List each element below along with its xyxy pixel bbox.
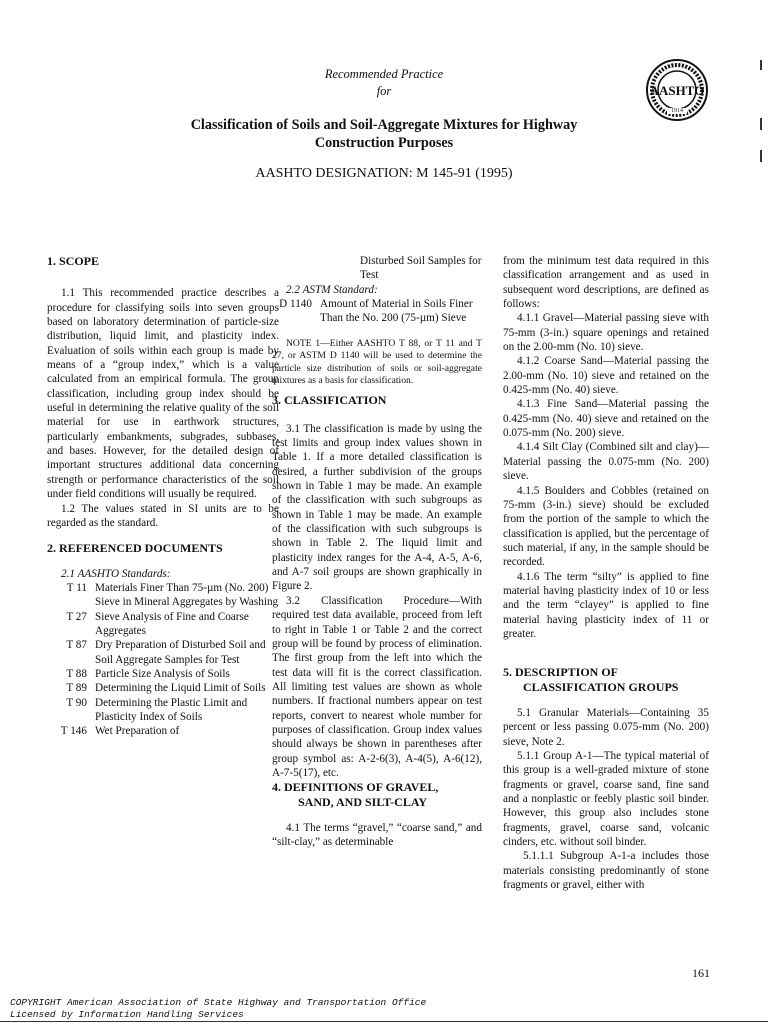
note-1: NOTE 1—Either AASHTO T 88, or T 11 and T 27, or ASTM D 1140 will be used to determine the particle size distribution of soils or soil-aggregate mixtures as a basis for classification.: [272, 337, 482, 386]
aashto-reference-list: [47, 581, 279, 739]
reference-item: [47, 681, 279, 695]
reference-item: [47, 610, 279, 639]
kicker-line-2: for: [376, 84, 392, 98]
reference-title: Determining the Plastic Limit and Plasticity Index of Soils: [95, 696, 248, 723]
reference-title: Materials Finer Than 75-µm (No. 200) Sieve in Mineral Aggregates by Washing: [95, 581, 279, 609]
paragraph-1-1: 1.1 This recommended practice describes a procedure for classifying soils into seven groups based on laboratory determination of particle-size distribution, liquid limit, and plasticity index. Evaluation of soils within each group is made by means of a “group index,” which is a value calculated from an empirical formula. The group classification, including group index should be useful in determining the relative quality of the soil material for use in earthwork structures, particularly embankments, subgrades, subbases, and bases. However, for the detailed design of important structures additional data concerning strength or performance characteristics of the soil under field conditions will usually be required.: [47, 287, 279, 501]
paragraph-5-1-1-1: 5.1.1.1 Subgroup A-1-a includes those materials consisting predominantly of stone fragments or gravel, either with: [503, 850, 709, 892]
reference-code: T 11: [66, 581, 87, 594]
reference-code: T 90: [66, 696, 87, 709]
reference-code: T 88: [66, 667, 87, 680]
paragraph-1-2: 1.2 The values stated in SI units are to be regarded as the standard.: [47, 502, 279, 529]
section-2-heading: 2. REFERENCED DOCUMENTS: [47, 541, 223, 556]
paragraph-4-1-3: 4.1.3 Fine Sand—Material passing the 0.425-mm (No. 40) sieve and retained on the 0.075-mm (No. 200) sieve.: [503, 398, 709, 440]
reference-title: Dry Preparation of Disturbed Soil and Soil Aggregate Samples for Test: [95, 639, 266, 666]
paragraph-3-1: 3.1 The classification is made by using the test limits and group index values shown in Table 1. If a more detailed classification is desired, a further subdivision of the groups shown in Table 1 may be made. An example of the classification with such subgroups as shown in Table 1 may be made. An example of the classification with such subgroups is shown in Table 2. The liquid limit and plasticity index ranges for the A-4, A-5, A-6, and A-7 soil groups are shown graphically in Figure 2.: [272, 422, 482, 593]
margin-mark: [760, 60, 762, 70]
margin-mark: [760, 118, 762, 130]
paragraph-4-1: 4.1 The terms “gravel,” “coarse sand,” and “silt-clay,” as determinable: [272, 821, 482, 849]
reference-code: D 1140: [279, 298, 312, 311]
column-3: [503, 254, 709, 892]
reference-item: [47, 667, 279, 681]
paragraph-3-2: 3.2 Classification Procedure—With required test data available, proceed from left to right in Table 1 or Table 2 and the correct group will be found by process of elimination. The first group from the left into which the test data will fit is the correct classification. All limiting test values are shown as whole numbers. If fractional numbers appear on test reports, convert to nearest whole number for purposes of classification. Group index values should always be shown in parentheses after group symbol as: A-2-6(3), A-4(5), A-6(12), A-7-5(17), etc.: [272, 594, 482, 779]
paragraph-5-1-1: 5.1.1 Group A-1—The typical material of this group is a well-graded mixture of stone fragments or gravel, coarse sand, fine sand and a nonplastic or feebly plastic soil binder. However, this group also includes stone fragments, gravel, coarse sand, volcanic cinders, etc. without soil binder.: [503, 750, 709, 849]
reference-code: T 87: [66, 639, 87, 652]
paragraph-5-1: 5.1 Granular Materials—Containing 35 percent or less passing 0.075-mm (No. 200) sieve, Note 2.: [503, 706, 709, 748]
reference-title: Wet Preparation of: [95, 725, 180, 738]
paragraph-2-1: 2.1 AASHTO Standards:: [61, 567, 171, 580]
section-5-heading-line-2: CLASSIFICATION GROUPS: [523, 679, 679, 694]
section-4-heading-line-1: 4. DEFINITIONS OF GRAVEL,: [272, 780, 439, 795]
paragraph-2-2: 2.2 ASTM Standard:: [286, 283, 378, 296]
reference-title: Amount of Material in Soils Finer Than the No. 200 (75-µm) Sieve: [320, 298, 473, 325]
reference-code: T 89: [66, 682, 87, 695]
designation: AASHTO DESIGNATION: M 145-91 (1995): [255, 166, 513, 181]
section-3-heading: 3. CLASSIFICATION: [272, 393, 387, 408]
reference-title: Particle Size Analysis of Soils: [95, 667, 230, 680]
kicker-line-1: Recommended Practice: [324, 67, 444, 81]
copyright-footer: [10, 997, 610, 1021]
reference-item: [47, 581, 279, 610]
paragraph-4-1-4: 4.1.4 Silt Clay (Combined silt and clay)—Material passing the 0.075-mm (No. 200) sieve.: [503, 441, 709, 483]
title-line-1: Classification of Soils and Soil-Aggregate Mixtures for Highway: [190, 117, 578, 133]
paragraph-4-1-6: 4.1.6 The term “silty” is applied to fine material having plasticity index of 10 or less and the term “clayey” is applied to fine material having plasticity index of 11 or greater.: [503, 570, 709, 640]
margin-mark: [760, 150, 762, 162]
reference-title: Disturbed Soil Samples for Test: [360, 255, 482, 282]
reference-title: Sieve Analysis of Fine and Coarse Aggregates: [95, 610, 249, 637]
seal-year: 1914: [667, 108, 687, 114]
footer-line-2: Licensed by Information Handling Services: [10, 1009, 244, 1020]
reference-title: Determining the Liquid Limit of Soils: [95, 682, 266, 695]
reference-item: [47, 724, 279, 738]
page-number: 161: [692, 966, 710, 980]
document-title: [104, 117, 664, 152]
astm-reference-item: [272, 297, 482, 326]
section-4-heading: [272, 780, 482, 809]
section-1-heading: 1. SCOPE: [47, 254, 100, 268]
paragraph-4-1-1: 4.1.1 Gravel—Material passing sieve with 75-mm (3-in.) square openings and retained on the 2.00-mm (No. 10) sieve.: [503, 312, 709, 354]
reference-code: T 146: [60, 725, 87, 738]
reference-continuation: [272, 254, 482, 283]
reference-item: [47, 696, 279, 725]
paragraph-4-1-continued: from the minimum test data required in this classification arrangement and as used in subsequent word descriptions, are defined as follows:: [503, 255, 709, 311]
section-5-heading-line-1: 5. DESCRIPTION OF: [503, 665, 619, 680]
reference-code: T 27: [66, 610, 87, 623]
section-4-heading-line-2: SAND, AND SILT-CLAY: [298, 794, 428, 809]
aashto-seal: [645, 58, 709, 122]
reference-item: [47, 638, 279, 667]
column-2: [272, 254, 482, 850]
svg-text:AASHTO: AASHTO: [649, 83, 705, 98]
document-kicker: [234, 66, 534, 100]
paragraph-4-1-5: 4.1.5 Boulders and Cobbles (retained on 75-mm (3-in.) sieve) should be excluded from the portion of the sample to which the classification is applied, but the percentage of such material, if any, in the sample should be recorded.: [503, 484, 709, 569]
column-1: [47, 254, 279, 739]
footer-rule: [0, 1021, 768, 1022]
title-line-2: Construction Purposes: [314, 134, 454, 151]
footer-line-1: COPYRIGHT American Association of State Highway and Transportation Office: [10, 997, 427, 1008]
paragraph-4-1-2: 4.1.2 Coarse Sand—Material passing the 2.00-mm (No. 10) sieve and retained on the 0.425-mm (No. 40) sieve.: [503, 355, 709, 397]
section-5-heading: [503, 665, 709, 694]
